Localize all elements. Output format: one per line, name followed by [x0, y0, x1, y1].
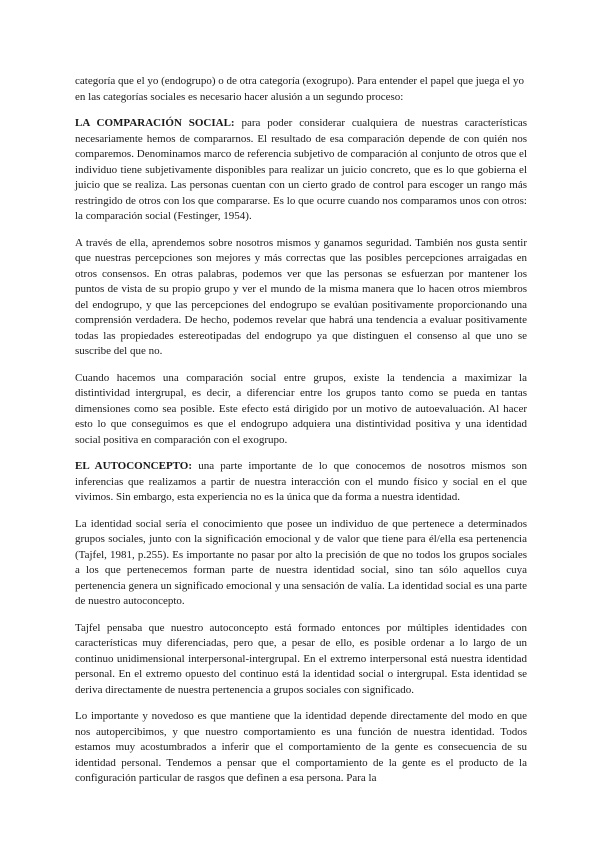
section-heading-autoconcepto: EL AUTOCONCEPTO: — [75, 460, 193, 472]
paragraph-text: A través de ella, aprendemos sobre nosotros mismos y ganamos seguridad. También nos gusta sentir que nuestras percepciones son mejores y más correctas que las posibles percepciones arraigadas en otros consensos. En otras palabras, podemos ver que las personas se esfuerzan por mantener los puntos de vista de su propio grupo y ver el mundo de la misma manera que lo hacen otros miembros del endogrupo, y que las percepciones del endogrupo se evalúan positivamente proporcionando una comprensión verdadera. De hecho, podemos revelar que habrá una tendencia a evaluar positivamente todas las propiedades estereotipadas del endogrupo ya que distinguen el consenso al que uno se suscribe del que no. — [75, 236, 527, 357]
paragraph-distintividad — [75, 371, 527, 449]
paragraph-text: para poder considerar cualquiera de nuestras características necesariamente hemos de compararnos. El resultado de esa comparación depende de con quién nos comparemos. Denominamos marco de referencia subjetivo de comparación al conjunto de otros que el individuo tiene subjetivamente disponibles para realizar un juicio concreto, que es lo que gobierna el juicio que se realiza. Las personas cuentan con un cierto grado de control para escoger un rango más restringido de otros con los que compararse. Es lo que ocurre cuando nos comparamos unos con otros: la comparación social (Festinger, 1954). — [75, 117, 528, 222]
paragraph-text: La identidad social sería el conocimiento que posee un individuo de que pertenece a determinados grupos sociales, junto con la significación emocional y de valor que tiene para él/ella esa pertenencia (Tajfel, 1981, p.255). Es importante no pasar por alto la precisión de que no todos los grupos sociales a los que pertenecemos forman parte de nuestra identidad social, sino tan sólo aquellos cuya pertenencia genera un significado emocional y una sensación de valía. La identidad social es una parte de nuestro autoconcepto. — [75, 517, 527, 607]
paragraph-text: Tajfel pensaba que nuestro autoconcepto está formado entonces por múltiples identidades con características muy diferenciadas, pero que, a pesar de ello, es posible ordenar a lo largo de un continuo unidimensional interpersonal-intergrupal. En el extremo interpersonal está nuestra identidad personal. En el extremo opuesto del continuo está la identidad social o intergrupal. Esta identidad se deriva directamente de nuestra pertenencia a grupos sociales con significado. — [75, 621, 527, 696]
paragraph-comparacion-social — [75, 116, 527, 225]
paragraph-seguridad — [75, 236, 527, 360]
paragraph-text: Cuando hacemos una comparación social entre grupos, existe la tendencia a maximizar la distintividad intergrupal, es decir, a diferenciar entre los grupos tanto como se pueda en tantas dimensiones como sea posible. Este efecto está dirigido por un motivo de autoevaluación. Al hacer esto lo que conseguimos es que el endogrupo adquiera una distintividad positiva y una identidad social positiva en comparación con el exogrupo. — [75, 371, 527, 446]
paragraph-text: una parte importante de lo que conocemos de nosotros mismos son inferencias que realizamos a partir de nuestra interacción con el mundo físico y social en el que vivimos. Sin embargo, esta experiencia no es la única que da forma a nuestra identidad. — [75, 460, 528, 503]
paragraph-identidad-social — [75, 517, 527, 610]
section-heading-comparacion-social: LA COMPARACIÓN SOCIAL: — [75, 117, 235, 129]
paragraph-text: categoría que el yo (endogrupo) o de otra categoría (exogrupo). Para entender el papel que juega el yo en las categorías sociales es necesario hacer alusión a un segundo proceso: — [75, 75, 524, 103]
paragraph-tajfel — [75, 621, 527, 699]
paragraph-text: Lo importante y novedoso es que mantiene que la identidad depende directamente del modo en que nos autopercibimos, y que nuestro comportamiento es una función de nuestra identidad. Todos estamos muy acostumbrados a inferir que el comportamiento de la gente es consecuencia de su identidad personal. Tendemos a pensar que el comportamiento de la gente es el producto de la configuración particular de rasgos que definen a esa persona. Para la — [75, 710, 527, 784]
paragraph-novedoso — [75, 709, 527, 787]
paragraph-intro-continuation — [75, 74, 527, 105]
paragraph-autoconcepto — [75, 459, 527, 506]
document-body — [75, 74, 527, 798]
